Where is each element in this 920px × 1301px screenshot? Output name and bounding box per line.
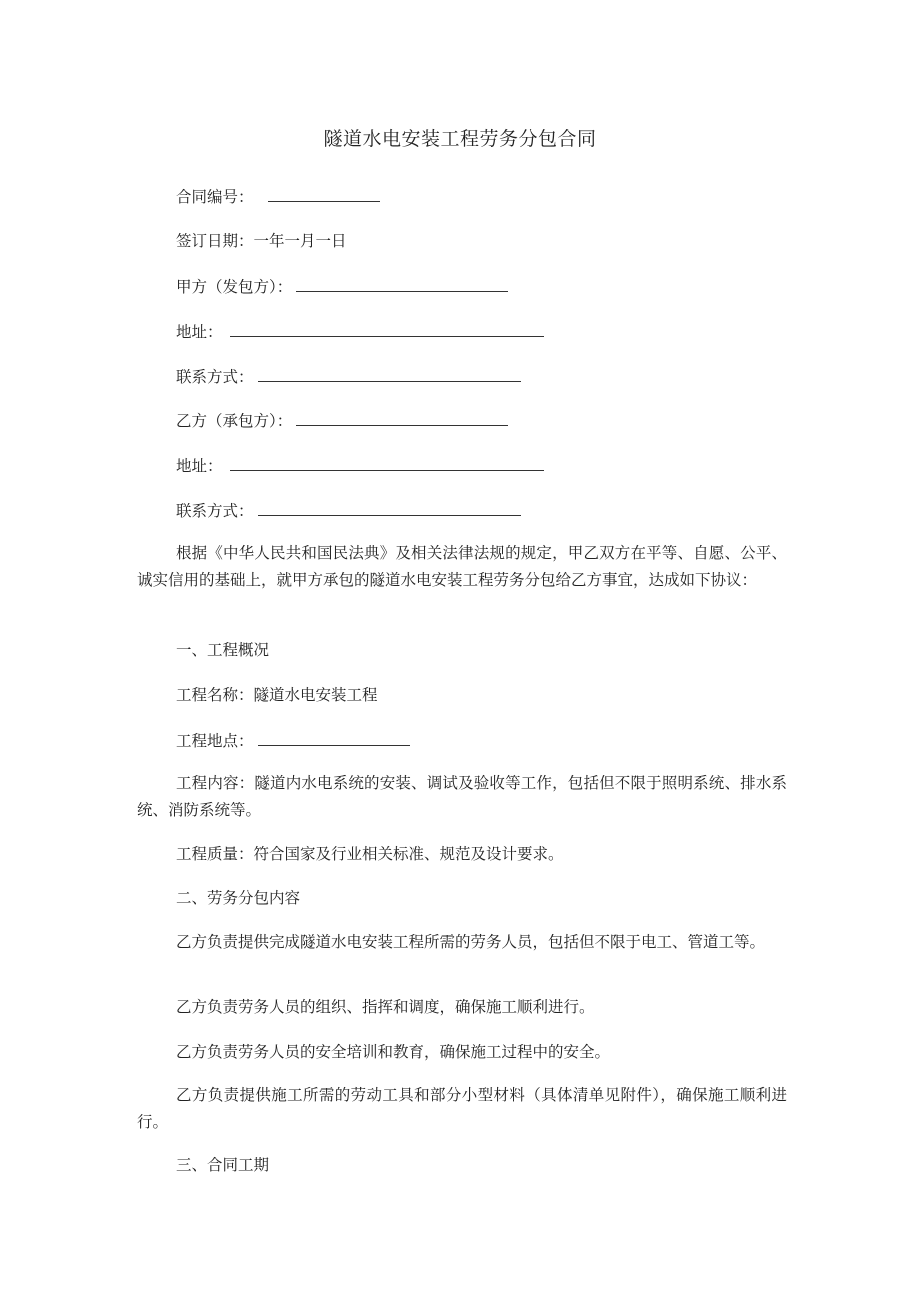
party-a-address-line <box>176 320 544 343</box>
project-content-paragraph: 工程内容：隧道内水电系统的安装、调试及验收等工作，包括但不限于照明系统、排水系统、消防系统等。 <box>137 774 787 819</box>
section3-heading: 三、合同工期 <box>176 1156 270 1174</box>
party-b-blank <box>296 409 508 426</box>
project-quality-line: 工程质量：符合国家及行业相关标准、规范及设计要求。 <box>176 845 564 863</box>
party-a-address-blank <box>230 320 544 337</box>
document-title: 隧道水电安装工程劳务分包合同 <box>323 128 597 150</box>
party-a-line <box>176 275 508 298</box>
section2-item: 乙方负责提供施工所需的劳动工具和部分小型材料（具体清单见附件），确保施工顺利进行。 <box>137 1086 787 1131</box>
party-a-blank <box>296 275 508 292</box>
party-a-contact-blank <box>258 365 521 382</box>
party-b-label: 乙方（承包方）： <box>176 412 293 430</box>
section1-heading: 一、工程概况 <box>176 641 270 659</box>
party-a-label: 甲方（发包方）： <box>176 278 293 296</box>
sign-date-line: 签订日期：一年一月一日 <box>176 232 347 250</box>
party-b-address-label: 地址： <box>176 457 223 475</box>
contract-number-line <box>176 185 380 208</box>
project-location-label: 工程地点： <box>176 732 254 750</box>
project-name-line: 工程名称：隧道水电安装工程 <box>176 686 378 704</box>
contract-number-label: 合同编号： <box>176 188 254 206</box>
section2-item: 乙方负责劳务人员的安全培训和教育，确保施工过程中的安全。 <box>176 1043 611 1061</box>
section2-item: 乙方负责提供完成隧道水电安装工程所需的劳务人员，包括但不限于电工、管道工等。 <box>176 933 766 951</box>
preamble-paragraph: 根据《中华人民共和国民法典》及相关法律法规的规定，甲乙双方在平等、自愿、公平、诚实信用的基础上，就甲方承包的隧道水电安装工程劳务分包给乙方事宜，达成如下协议： <box>137 544 787 589</box>
contract-number-blank <box>268 185 380 202</box>
project-location-blank <box>258 729 410 746</box>
party-b-contact-line <box>176 499 521 522</box>
party-a-contact-line <box>176 365 521 388</box>
party-b-contact-blank <box>258 499 521 516</box>
party-a-contact-label: 联系方式： <box>176 368 254 386</box>
party-b-contact-label: 联系方式： <box>176 502 254 520</box>
party-b-address-blank <box>230 454 544 471</box>
party-b-line <box>176 409 508 432</box>
party-b-address-line <box>176 454 544 477</box>
project-location-line <box>176 729 410 752</box>
section2-item: 乙方负责劳务人员的组织、指挥和调度，确保施工顺利进行。 <box>176 998 595 1016</box>
party-a-address-label: 地址： <box>176 323 223 341</box>
section2-heading: 二、劳务分包内容 <box>176 889 301 907</box>
